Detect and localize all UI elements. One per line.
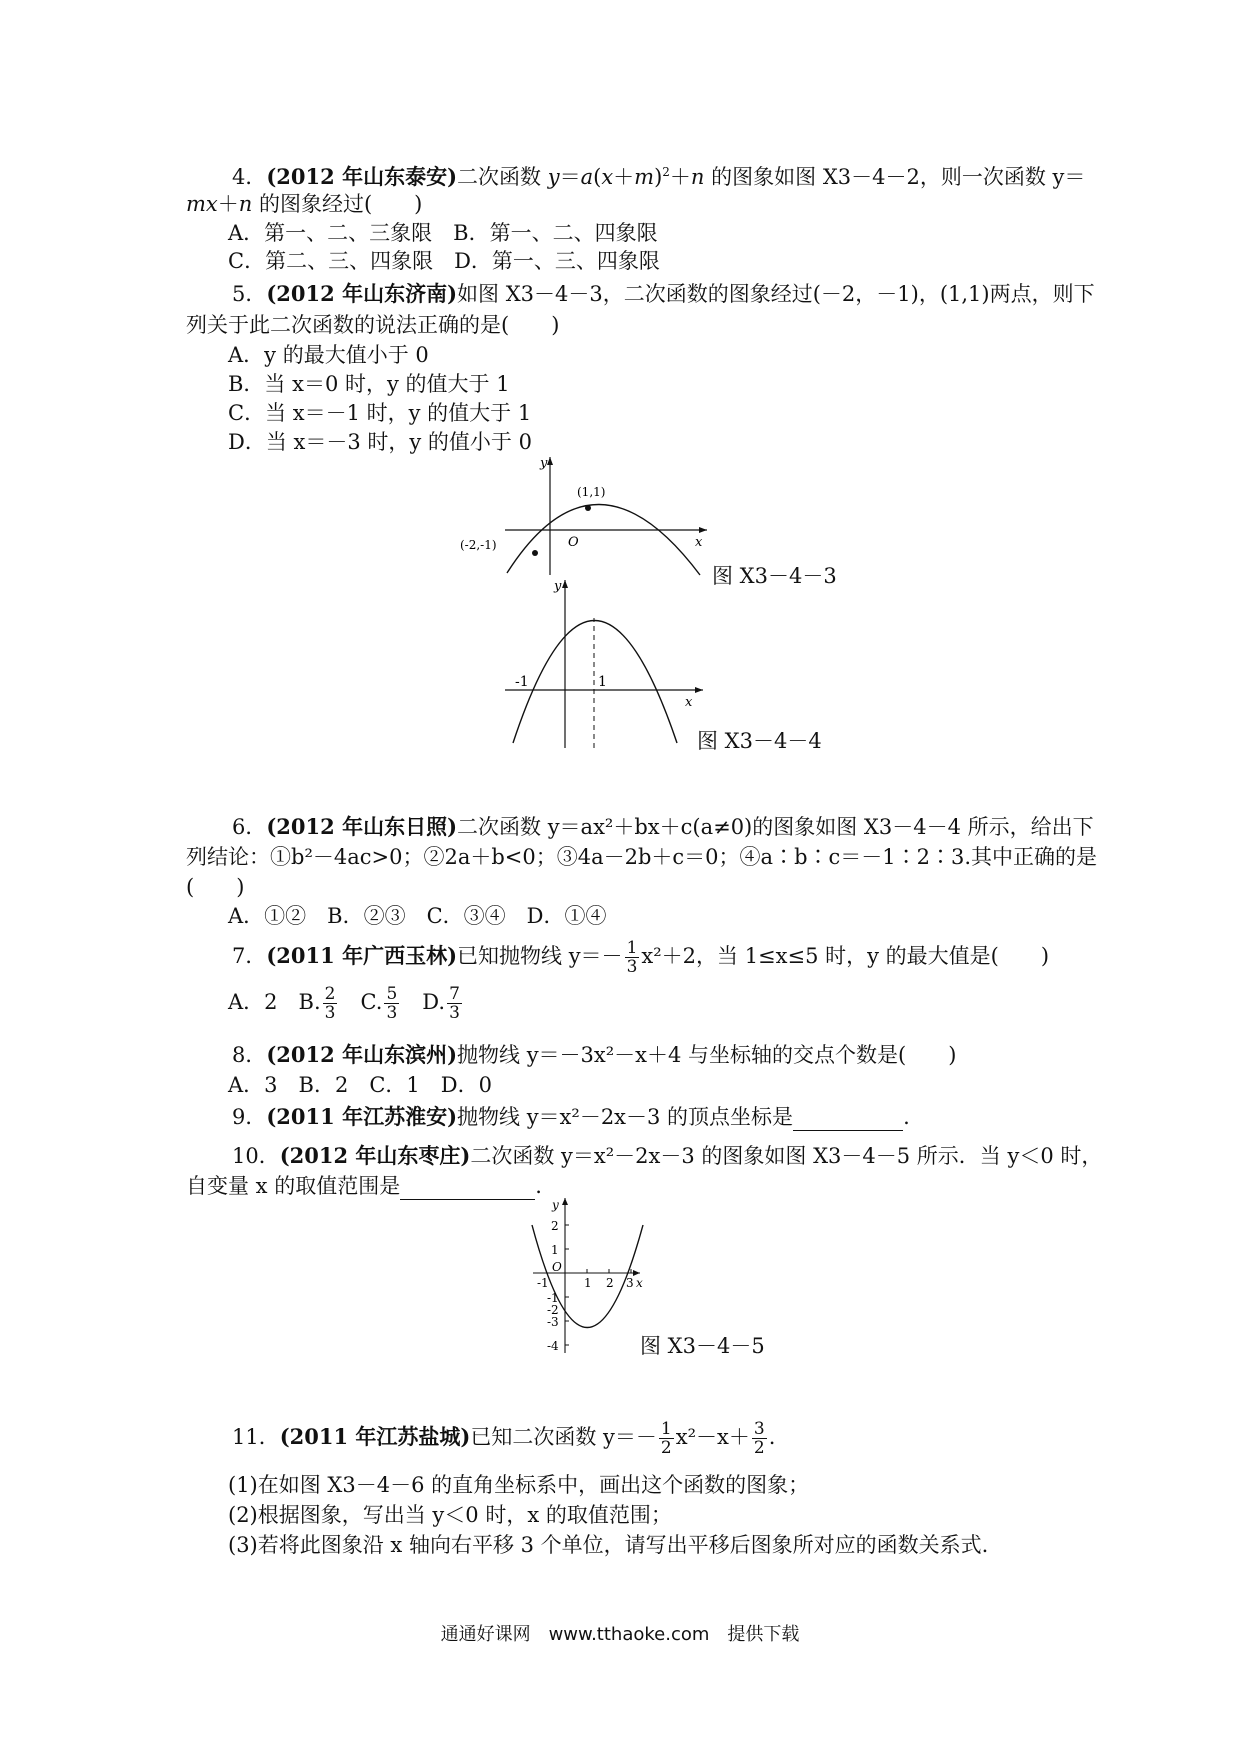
fig5-tick-xm1: -1 xyxy=(537,1276,549,1290)
q5-line2: 列关于此二次函数的说法正确的是( ) xyxy=(186,313,560,337)
fig4-x-label: x xyxy=(685,695,693,710)
q7-source: (2011 年广西玉林) xyxy=(266,943,458,968)
q4-number: 4． xyxy=(232,165,267,189)
q7-text-a: 已知抛物线 y＝－ xyxy=(457,944,623,968)
q11-part2: (2)根据图象，写出当 y＜0 时，x 的取值范围； xyxy=(228,1503,672,1527)
fig5-origin: O xyxy=(552,1260,562,1274)
q6-text-a: 二次函数 y＝ax²＋bx＋c(a≠0)的图象如图 X3－4－4 所示，给出下 xyxy=(457,815,1094,839)
q4-var-mx: mx xyxy=(186,192,218,216)
q6-number: 6． xyxy=(232,815,267,839)
q6-line3: ( ) xyxy=(186,875,245,899)
q11-text-b: x²－x＋ xyxy=(675,1425,750,1449)
footer-credit: 通通好课网 www.tthaoke.com 提供下载 xyxy=(440,1624,800,1645)
q4-plus: ＋ xyxy=(217,192,239,216)
q6-options: A．①② B．②③ C．③④ D．①④ xyxy=(228,904,607,928)
fig3-point-1-1: (1,1) xyxy=(577,485,606,499)
q7-frac-c: $\frac{5}{3}$ xyxy=(386,984,398,1023)
fig3-x-label: x xyxy=(695,535,703,550)
q11-part3: (3)若将此图象沿 x 轴向右平移 3 个单位，请写出平移后图象所对应的函数关系式. xyxy=(228,1533,989,1557)
q9-line1: 9．(2011 年江苏淮安)抛物线 y＝x²－2x－3 的顶点坐标是 . xyxy=(232,1104,910,1129)
q9-text: 抛物线 y＝x²－2x－3 的顶点坐标是 xyxy=(457,1105,794,1129)
q7-option-c: C. xyxy=(339,990,383,1014)
q5-number: 5． xyxy=(232,282,267,306)
fig4-label-1: 1 xyxy=(598,674,607,690)
q9-answer-blank[interactable] xyxy=(793,1108,903,1131)
q11-text-a: 已知二次函数 y＝－ xyxy=(470,1425,657,1449)
q5-option-c: C．当 x＝－1 时，y 的值大于 1 xyxy=(228,401,532,425)
q10-line2: 自变量 x 的取值范围是 . xyxy=(186,1174,542,1198)
q7-number: 7． xyxy=(232,944,267,968)
fig4-label-minus1: -1 xyxy=(515,674,529,690)
q7-frac-d: $\frac{7}{3}$ xyxy=(449,984,460,1023)
q8-source: (2012 年山东滨州) xyxy=(266,1042,458,1067)
q4-options-ab: A．第一、二、三象限 B．第一、二、四象限 xyxy=(228,221,658,245)
q11-number: 11． xyxy=(232,1425,280,1449)
q4-formula: y xyxy=(547,165,560,189)
fig5-tick-x1: 1 xyxy=(584,1276,592,1290)
q7-option-a: A．2 B. xyxy=(228,990,321,1014)
q4-text-c: 的图象经过( ) xyxy=(252,192,423,216)
q8-number: 8． xyxy=(232,1043,267,1067)
q6-line2: 列结论：①b²－4ac>0；②2a＋b<0；③4a－2b＋c＝0；④a∶b∶c＝－1∶2∶3.其中正确的是 xyxy=(186,845,1098,869)
fig5-y-label: y xyxy=(552,1198,559,1212)
fig4-caption: 图 X3－4－4 xyxy=(697,729,822,753)
fig3-y-label: y xyxy=(540,456,548,471)
q7-text-b: x²＋2，当 1≤x≤5 时，y 的最大值是( ) xyxy=(641,944,1050,968)
q4-text-a: 二次函数 xyxy=(457,165,548,189)
q8-options: A．3 B．2 C．1 D．0 xyxy=(228,1073,492,1097)
q7-option-d: D. xyxy=(401,990,446,1014)
q5-option-a: A．y 的最大值小于 0 xyxy=(228,343,429,367)
q10-text-b: 自变量 x 的取值范围是 xyxy=(186,1174,401,1198)
q6-source: (2012 年山东日照) xyxy=(266,814,458,839)
q9-number: 9． xyxy=(232,1105,267,1129)
fig5-tick-y1: 1 xyxy=(551,1243,559,1257)
q10-text-a: 二次函数 y＝x²－2x－3 的图象如图 X3－4－5 所示．当 y＜0 时， xyxy=(470,1144,1103,1168)
q4-options-cd: C．第二、三、四象限 D．第一、三、四象限 xyxy=(228,249,660,273)
fig5-tick-ym1: -1 xyxy=(547,1291,559,1305)
q9-source: (2011 年江苏淮安) xyxy=(266,1104,458,1129)
q7-fraction-1-3: $\frac{1}{3}$ xyxy=(626,938,638,977)
q5-option-d: D．当 x＝－3 时，y 的值小于 0 xyxy=(228,430,532,454)
q11-source: (2011 年江苏盐城) xyxy=(279,1424,471,1449)
fig5-tick-ym3: -3 xyxy=(547,1315,559,1329)
q4-text-b: 的图象如图 X3－4－2，则一次函数 y＝ xyxy=(711,165,1086,189)
fig5-x-label: x xyxy=(636,1276,643,1290)
q4-source: (2012 年山东泰安) xyxy=(266,164,458,189)
q11-line1: 11．(2011 年江苏盐城)已知二次函数 y＝－ $\frac{1}{2}$ x²－x＋ $\frac{3}{2}$ . xyxy=(232,1419,776,1458)
fig4-y-label: y xyxy=(554,579,562,594)
q5-text-a: 如图 X3－4－3，二次函数的图象经过(－2，－1)，(1,1)两点，则下 xyxy=(457,282,1095,306)
q10-answer-blank[interactable] xyxy=(400,1177,535,1200)
figure-x3-4-4 xyxy=(505,578,705,750)
q10-number: 10． xyxy=(232,1144,280,1168)
q6-line1 xyxy=(232,813,1094,841)
fig5-tick-x3: 3 xyxy=(626,1276,634,1290)
fig3-point-m2-m1: (-2,-1) xyxy=(460,538,497,552)
q10-line1 xyxy=(232,1142,1102,1170)
q4-line2 xyxy=(186,190,422,218)
fig3-origin: O xyxy=(568,535,579,550)
fig3-caption: 图 X3－4－3 xyxy=(712,564,837,588)
q5-line1 xyxy=(232,280,1095,308)
q5-source: (2012 年山东济南) xyxy=(266,281,458,306)
q11-part1: (1)在如图 X3－4－6 的直角坐标系中，画出这个函数的图象； xyxy=(228,1473,810,1497)
q10-source: (2012 年山东枣庄) xyxy=(279,1143,471,1168)
fig5-tick-x2: 2 xyxy=(606,1276,614,1290)
fig5-caption: 图 X3－4－5 xyxy=(640,1334,765,1358)
q5-option-b: B．当 x＝0 时，y 的值大于 1 xyxy=(228,372,510,396)
q8-text: 抛物线 y＝－3x²－x＋4 与坐标轴的交点个数是( ) xyxy=(457,1043,957,1067)
fig5-tick-ym4: -4 xyxy=(547,1339,559,1353)
q8-line1 xyxy=(232,1041,956,1069)
figure-x3-4-5 xyxy=(525,1195,645,1355)
q4-var-n: n xyxy=(238,192,253,216)
q7-line1 xyxy=(232,934,1049,978)
q11-frac-3-2: $\frac{3}{2}$ xyxy=(753,1419,765,1458)
q4-line1: 4．(2012 年山东泰安)二次函数 $y=a(x+m)^2+n$ 的图象如图 X3－4－2，则一次函数 y＝ xyxy=(232,164,1086,189)
fig5-tick-ym2: -2 xyxy=(547,1303,559,1317)
q7-options xyxy=(228,980,464,1024)
q11-frac-1-2: $\frac{1}{2}$ xyxy=(660,1419,672,1458)
q7-frac-b: $\frac{2}{3}$ xyxy=(324,984,336,1023)
fig5-tick-y2: 2 xyxy=(551,1219,559,1233)
figure-x3-4-3 xyxy=(455,455,715,580)
